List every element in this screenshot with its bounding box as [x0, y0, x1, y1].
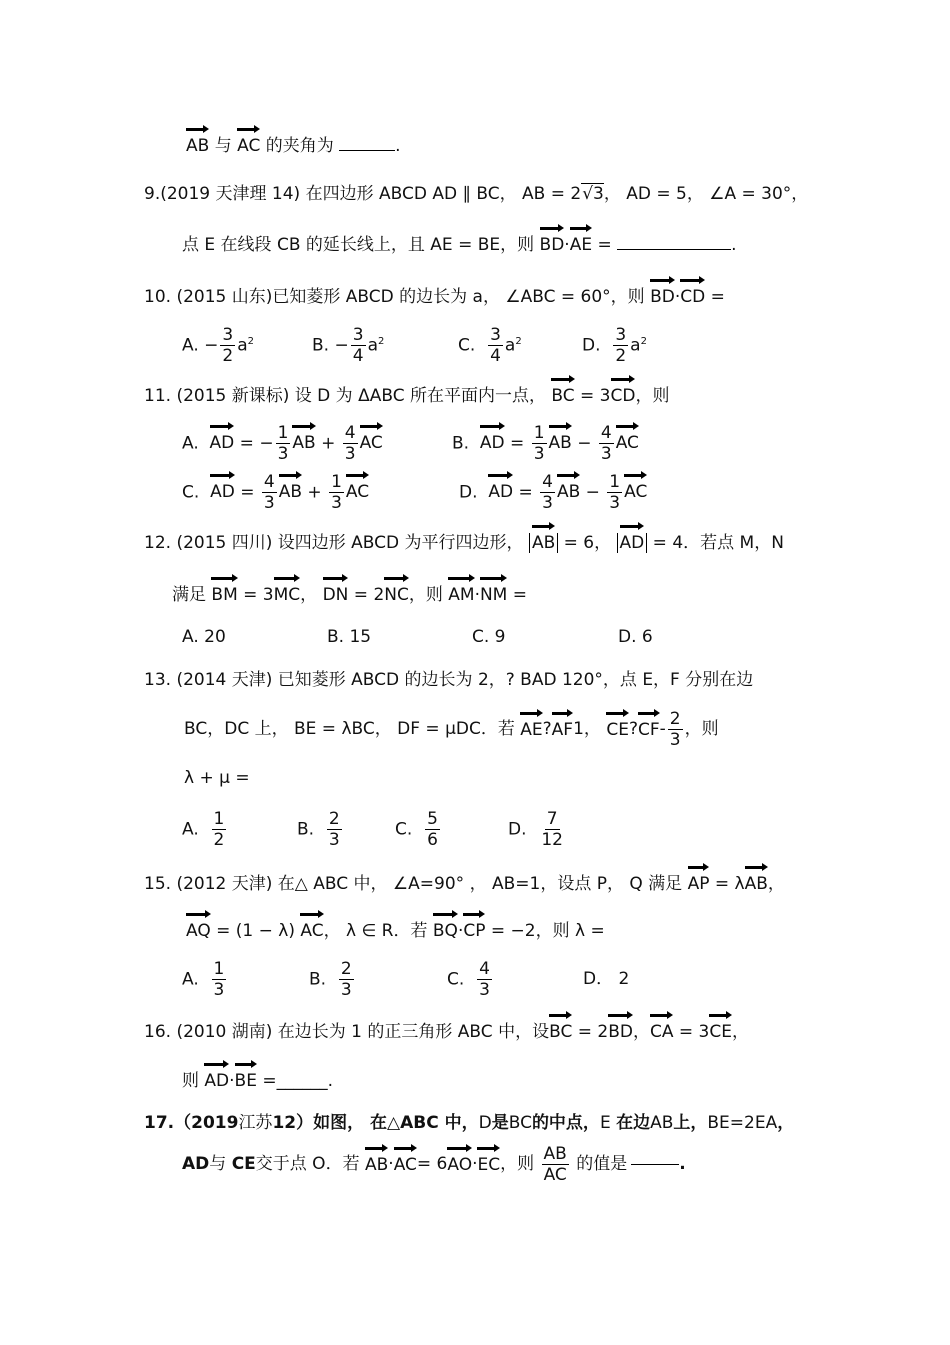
vector-AB: AB: [532, 530, 555, 554]
option-C: C. $\frac{3}{4}$ $a^2$: [458, 324, 522, 366]
problem-17-line2: AD 与 CE 交于点 O．若 AB · AC = 6 AO · EC ，则 AB AC 的值是 .: [182, 1143, 686, 1185]
option-B: B. $\frac{2}{3}$: [297, 808, 340, 850]
problem-16-line2: 则 AD·BE =______.: [182, 1068, 333, 1092]
answer-blank: [339, 150, 395, 151]
option-D: D. 6: [618, 627, 653, 647]
problem-9-line2: 点 E 在线段 CB 的延长线上，且 AE = BE，则 BD·AE = .: [182, 232, 737, 256]
vector-AE: AE: [570, 232, 592, 256]
answer-blank: [617, 249, 731, 250]
problem-8-tail: AB 与 AC 的夹角为 .: [186, 133, 401, 157]
problem-13-line3: λ + μ =: [184, 768, 250, 788]
option-A: A. 20: [182, 627, 226, 647]
option-B: B. − $\frac{3}{4}$ $a^2$: [312, 324, 385, 366]
vector-AB: AB: [186, 133, 209, 157]
problem-15-line1: 15. (2012 天津) 在△ ABC 中， ∠A=90° ， AB=1，设点 P， Q 满足 AP = λAB，: [144, 871, 785, 895]
problem-11-stem: 11. (2015 新课标) 设 D 为 ΔABC 所在平面内一点， BC = 3CD，则: [144, 383, 669, 407]
option-C: C. AD = $\frac{4}{3}$ AB + $\frac{1}{3}$ AC: [182, 471, 370, 513]
vector-AC: AC: [237, 133, 260, 157]
option-A: A. − $\frac{3}{2}$ $a^2$: [182, 324, 255, 366]
answer-blank: [631, 1164, 679, 1165]
problem-13-line1: 13. (2014 天津) 已知菱形 ABCD 的边长为 2，? BAD 120°，点 E，F 分别在边: [144, 670, 754, 690]
problem-12-line1: 12. (2015 四川) 设四边形 ABCD 为平行四边形， AB = 6， AD = 4．若点 M，N: [144, 530, 784, 554]
vector-CD: CD: [611, 383, 636, 407]
vector-CD: CD: [680, 284, 705, 308]
problem-17-line1: 17.（2019江苏12）如图， 在△ABC 中，D是BC的中点，E 在边AB上，BE=2EA，: [144, 1113, 795, 1133]
option-B: B. 15: [327, 627, 372, 647]
option-C: C. 9: [472, 627, 506, 647]
sqrt-3: √3: [582, 184, 604, 204]
problem-12-line2: 满足 BM = 3MC， DN = 2NC，则 AM·NM =: [172, 582, 527, 606]
vector-BC: BC: [551, 383, 574, 407]
problem-16-line1: 16. (2010 湖南) 在边长为 1 的正三角形 ABC 中，设BC = 2BD，CA = 3CE，: [144, 1019, 749, 1043]
vector-BD: BD: [650, 284, 675, 308]
option-C: C. $\frac{5}{6}$: [395, 808, 438, 850]
option-A: A. $\frac{1}{2}$: [182, 808, 225, 850]
option-A: A. $\frac{1}{3}$: [182, 958, 225, 1000]
option-D: D． 2: [583, 969, 630, 989]
option-B: B. AD = $\frac{1}{3}$ AB − $\frac{4}{3}$ AC: [452, 422, 639, 464]
vector-BD: BD: [540, 232, 565, 256]
option-A: A. AD = − $\frac{1}{3}$ AB + $\frac{4}{3}$ AC: [182, 422, 383, 464]
problem-10-stem: 10. (2015 山东)已知菱形 ABCD 的边长为 a， ∠ABC = 60°，则 BD·CD =: [144, 284, 725, 308]
option-D: D. AD = $\frac{4}{3}$ AB − $\frac{1}{3}$ AC: [459, 471, 648, 513]
problem-9-line1: 9.(2019 天津理 14) 在四边形 ABCD AD ∥ BC， AB = 2√3， AD = 5， ∠A = 30°，: [144, 184, 809, 204]
option-B: B. $\frac{2}{3}$: [309, 958, 352, 1000]
option-D: D. $\frac{3}{2}$ $a^2$: [582, 324, 647, 366]
problem-15-line2: AQ = (1 − λ) AC， λ ∈ R．若 BQ·CP = −2，则 λ =: [186, 918, 605, 942]
problem-13-line2: BC，DC 上， BE = λBC， DF = μDC．若 AE ? AF 1， CE ? CF - 2 3 ，则: [184, 708, 719, 750]
vector-AD: AD: [620, 530, 645, 554]
option-C: C. $\frac{4}{3}$: [447, 958, 490, 1000]
option-D: D. $\frac{7}{12}$: [508, 808, 563, 850]
